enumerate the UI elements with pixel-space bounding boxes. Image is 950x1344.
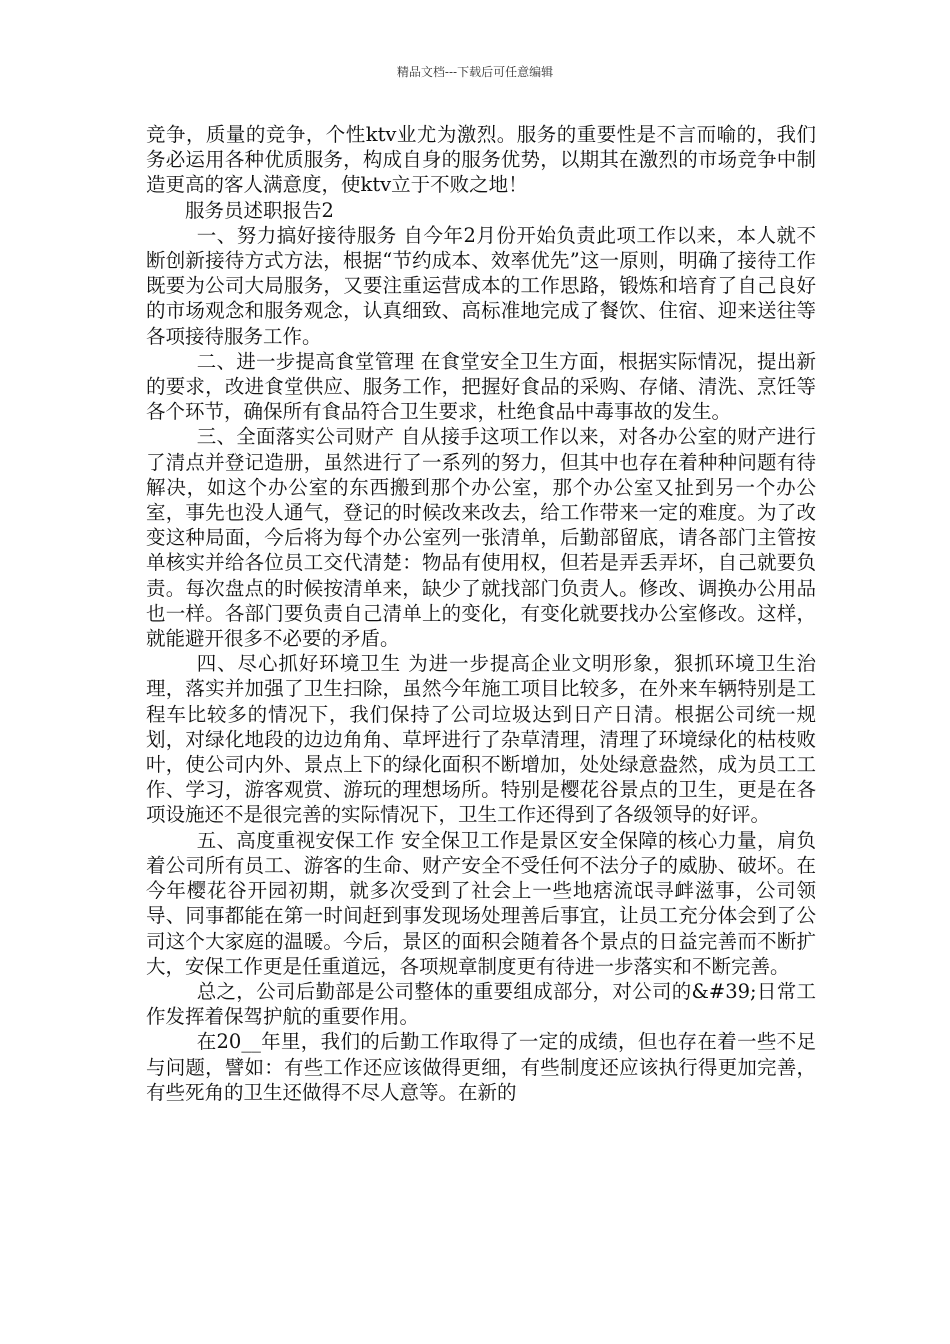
document-body: [146, 122, 816, 1105]
paragraph-canteen-management: 二、进一步提高食堂管理 在食堂安全卫生方面，根据实际情况，提出新的要求，改进食堂供应、服务工作，把握好食品的采购、存储、清洗、烹饪等各个环节，确保所有食品符合卫生要求，杜绝食品中毒事故的发生。: [146, 349, 816, 424]
paragraph-summary: 总之，公司后勤部是公司整体的重要组成部分，对公司的&#39;日常工作发挥着保驾护航的重要作用。: [146, 979, 816, 1029]
paragraph-continuation: 竞争，质量的竞争，个性ktv业尤为激烈。服务的重要性是不言而喻的，我们务必运用各种优质服务，构成自身的服务优势，以期其在激烈的市场竞争中制造更高的客人满意度，使ktv立于不败之地！: [146, 123, 816, 197]
paragraph-environmental-hygiene: 四、尽心抓好环境卫生 为进一步提高企业文明形象，狠抓环境卫生治理，落实并加强了卫生扫除，虽然今年施工项目比较多，在外来车辆特别是工程车比较多的情况下，我们保持了公司垃圾达到日产日清。根据公司统一规划，对绿化地段的边边角角、草坪进行了杂草清理，清理了环境绿化的枯枝败叶，使公司内外、景点上下的绿化面积不断增加，处处绿意盎然，成为员工工作、学习，游客观赏、游玩的理想场所。特别是樱花谷景点的卫生，更是在各项设施还不是很完善的实际情况下，卫生工作还得到了各级领导的好评。: [146, 652, 816, 827]
paragraph-outlook: 在20__年里，我们的后勤工作取得了一定的成绩，但也存在着一些不足与问题，譬如：有些工作还应该做得更细，有些制度还应该执行得更加完善，有些死角的卫生还做得不尽人意等。在新的: [146, 1030, 816, 1104]
section-heading: 服务员述职报告2: [185, 198, 334, 222]
page-header: 精品文档---下载后可任意编辑: [396, 65, 554, 79]
paragraph-company-property: 三、全面落实公司财产 自从接手这项工作以来，对各办公室的财产进行了清点并登记造册，虽然进行了一系列的努力，但其中也存在着种种问题有待解决，如这个办公室的东西搬到那个办公室，那个办公室又扯到另一个办公室，事先也没人通气，登记的时候改来改去，给工作带来一定的难度。为了改变这种局面，今后将为每个办公室列一张清单，后勤部留底，请各部门主管按单核实并给各位员工交代清楚：物品有使用权，但若是弄丢弄坏，自己就要负责。每次盘点的时候按清单来，缺少了就找部门负责人。修改、调换办公用品也一样。各部门要负责自己清单上的变化，有变化就要找办公室修改。这样，就能避开很多不必要的矛盾。: [146, 425, 816, 651]
paragraph-reception-service: 一、努力搞好接待服务 自今年2月份开始负责此项工作以来，本人就不断创新接待方式方法，根据“节约成本、效率优先”这一原则，明确了接待工作既要为公司大局服务，又要注重运营成本的工作思路，锻炼和培育了自己良好的市场观念和服务观念，认真细致、高标准地完成了餐饮、住宿、迎来送往等各项接待服务工作。: [146, 223, 816, 348]
paragraph-security-work: 五、高度重视安保工作 安全保卫工作是景区安全保障的核心力量，肩负着公司所有员工、游客的生命、财产安全不受任何不法分子的威胁、破坏。在今年樱花谷开园初期，就多次受到了社会上一些地痞流氓寻衅滋事，公司领导、同事都能在第一时间赶到事发现场处理善后事宜，让员工充分体会到了公司这个大家庭的温暖。今后，景区的面积会随着各个景点的日益完善而不断扩大，安保工作更是任重道远，各项规章制度更有待进一步落实和不断完善。: [146, 828, 816, 978]
